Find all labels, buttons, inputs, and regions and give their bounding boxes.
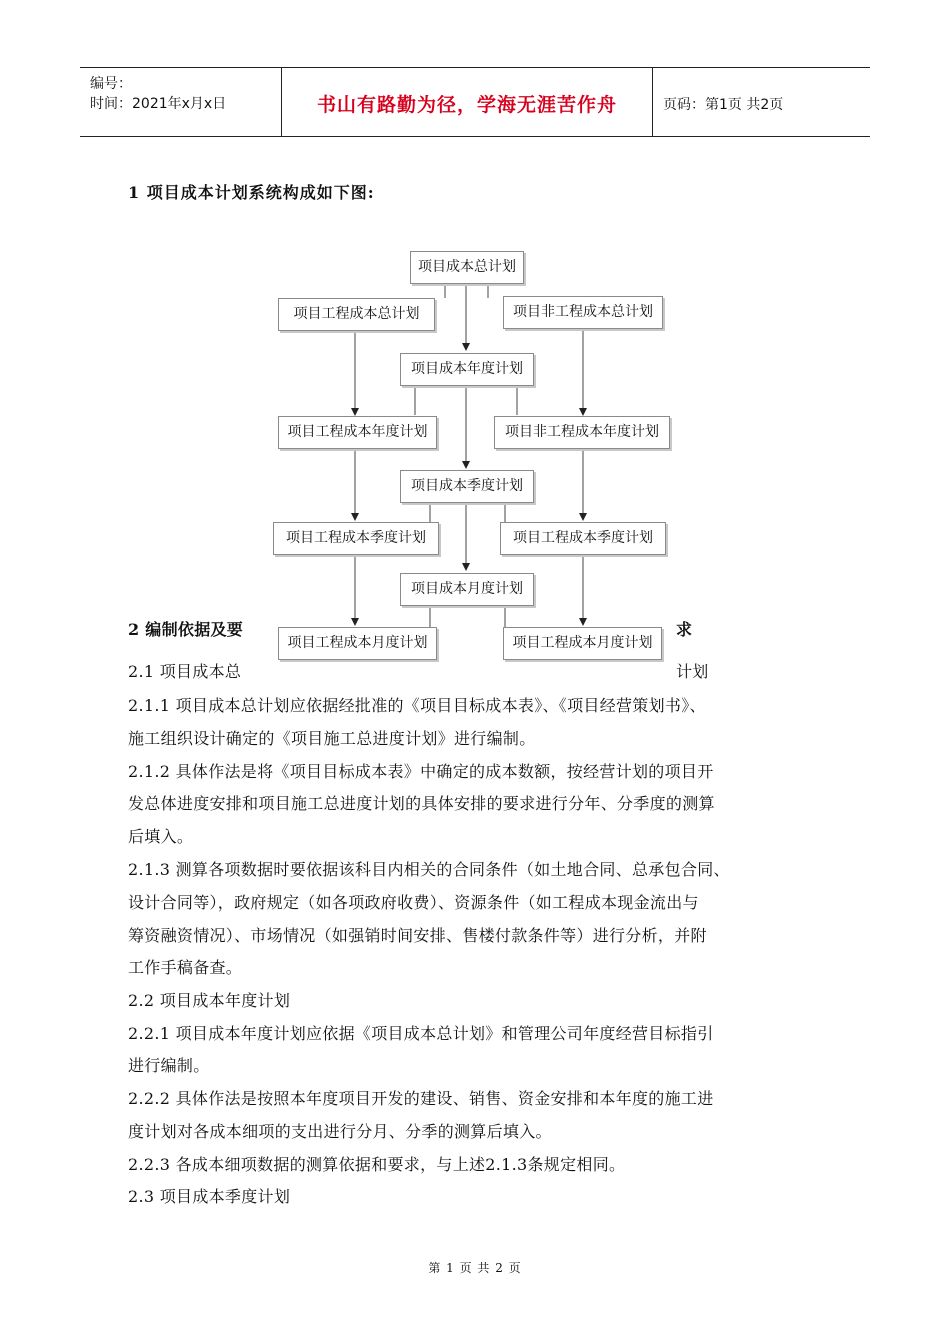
fc-eng-monthly-plan-right: 项目工程成本月度计划 — [503, 627, 662, 660]
fc-monthly-plan: 项目成本月度计划 — [400, 573, 534, 606]
fc-eng-total-plan: 项目工程成本总计划 — [278, 298, 435, 331]
body-line: 后填入。 — [128, 827, 194, 846]
page-number-info: 页码：第1页 共2页 — [663, 97, 784, 113]
fc-eng-monthly-plan: 项目工程成本月度计划 — [278, 627, 437, 660]
section-2-title-right: 求 — [676, 620, 693, 639]
body-line: 2.2.1 项目成本年度计划应依据《项目成本总计划》和管理公司年度经营目标指引 — [128, 1024, 714, 1043]
doc-number-label: 编号： — [90, 76, 132, 92]
body-line: 2.1.3 测算各项数据时要依据该科目内相关的合同条件（如土地合同、总承包合同、 — [128, 860, 730, 879]
body-line: 2.1.1 项目成本总计划应依据经批准的《项目目标成本表》、《项目经营策划书》、 — [128, 696, 706, 715]
doc-date: 时间：2021年x月x日 — [90, 96, 227, 112]
body-line: 筹资融资情况）、市场情况（如强销时间安排、售楼付款条件等）进行分析，并附 — [128, 926, 707, 945]
section-2-title-left: 2 编制依据及要 — [128, 620, 244, 639]
header-motto: 书山有路勤为径，学海无涯苦作舟 — [316, 94, 617, 116]
body-line: 施工组织设计确定的《项目施工总进度计划》进行编制。 — [128, 729, 536, 748]
section-2-3-title: 2.3 项目成本季度计划 — [128, 1187, 291, 1206]
fc-non-eng-total-plan: 项目非工程成本总计划 — [503, 296, 663, 329]
body-line: 进行编制。 — [128, 1056, 210, 1075]
fc-non-eng-annual-plan: 项目非工程成本年度计划 — [494, 416, 670, 449]
section-2-1-title-right: 计划 — [676, 662, 709, 681]
body-line: 设计合同等），政府规定（如各项政府收费）、资源条件（如工程成本现金流出与 — [128, 893, 699, 912]
body-line: 工作手稿备查。 — [128, 958, 243, 977]
page-footer: 第 1 页 共 2 页 — [428, 1261, 522, 1275]
body-line: 2.2.3 各成本细项数据的测算依据和要求，与上述2.1.3条规定相同。 — [128, 1155, 626, 1174]
body-line: 发总体进度安排和项目施工总进度计划的具体安排的要求进行分年、分季度的测算 — [128, 794, 715, 813]
fc-quarter-plan: 项目成本季度计划 — [400, 470, 534, 503]
fc-eng-annual-plan: 项目工程成本年度计划 — [278, 416, 437, 449]
fc-total-plan: 项目成本总计划 — [410, 251, 524, 284]
section-2-1-title-left: 2.1 项目成本总 — [128, 662, 242, 681]
body-line: 度计划对各成本细项的支出进行分月、分季的测算后填入。 — [128, 1122, 552, 1141]
fc-eng-quarter-plan: 项目工程成本季度计划 — [273, 522, 439, 555]
section-2-2-title: 2.2 项目成本年度计划 — [128, 991, 291, 1010]
fc-annual-plan: 项目成本年度计划 — [400, 353, 534, 386]
body-line: 2.2.2 具体作法是按照本年度项目开发的建设、销售、资金安排和本年度的施工进 — [128, 1089, 714, 1108]
fc-eng-quarter-plan-right: 项目工程成本季度计划 — [500, 522, 666, 555]
section-1-title: 1 项目成本计划系统构成如下图: — [128, 183, 375, 202]
body-line: 2.1.2 具体作法是将《项目目标成本表》中确定的成本数额，按经营计划的项目开 — [128, 762, 714, 781]
